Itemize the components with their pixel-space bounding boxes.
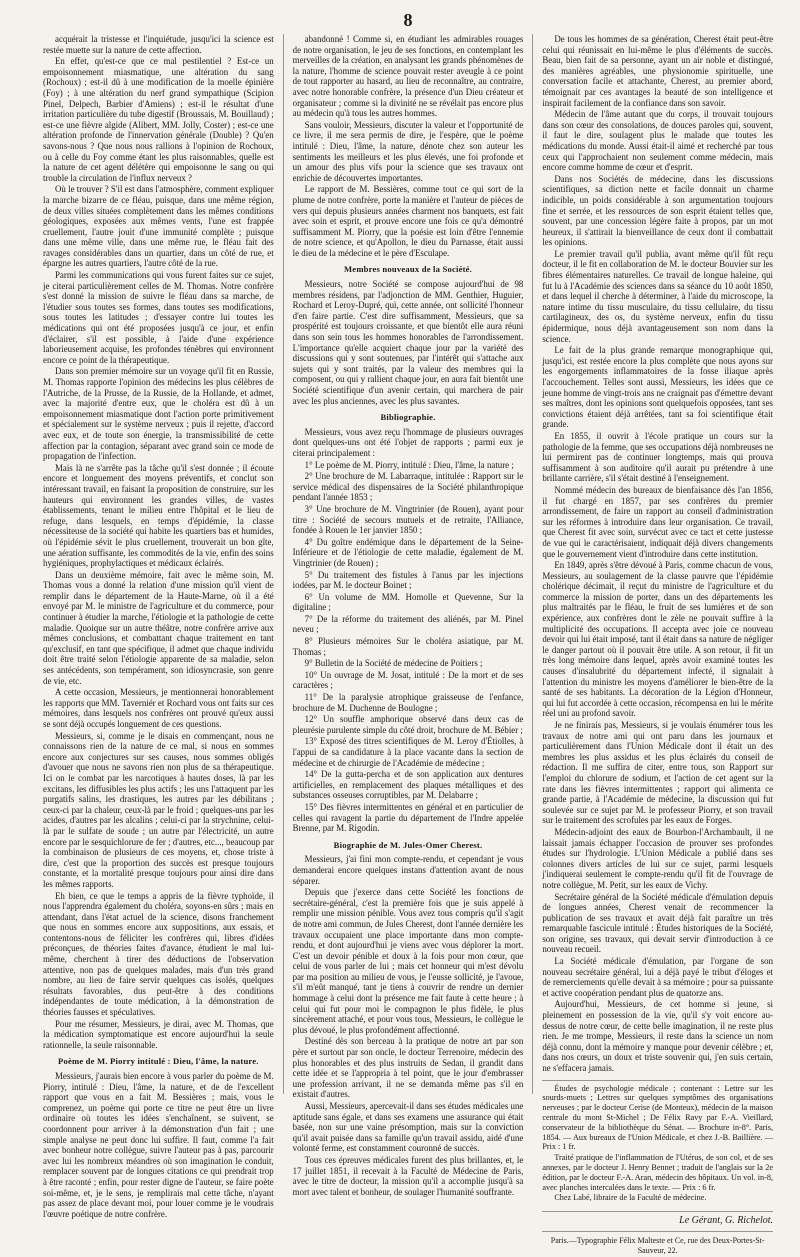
bibliography-item: 10° Un ouvrage de M. Josat, intitulé : De la mort et de ses caractères ; bbox=[292, 669, 524, 691]
bibliography-item: 12° Un souffle amphorique observé dans deux cas de pleurésie purulente simple du côté droit, brochure de M. Bébier ; bbox=[292, 714, 524, 735]
paragraph: Dans son premier mémoire sur un voyage qu'il fit en Russie, M. Thomas rapporte l'opinion des médecins les plus célèbres de l'Autriche, de la Prusse, de la Russie, de la Hollande, et admet, avec la majorité d'entre eux, que le choléra est dû à un empoisonnement miasmatique dont l'action porte primitivement et spécialement sur le système nerveux ; puis il rejette, d'accord avec eux, et de toute son énergie, la transmissibilité de cette affection par la contagion, séparant avec grand soin ce mode de propagation de l'infection. bbox=[43, 366, 274, 462]
column-right bbox=[532, 34, 782, 1256]
paragraph: A cette occasion, Messieurs, je mentionnerai honorablement les rapports que MM. Taverniér et Rochard vous ont faits sur ces mémoires, dans lesquels nos confrères ont prouvé qu'eux aussi se sont déjà occupés longuement de ces questions. bbox=[43, 687, 274, 729]
paragraph: En 1855, il ouvrit à l'école pratique un cours sur la pathologie de la femme, que ses occupations déjà nombreuses ne lui permirent pas de continuer longtemps, mais qui prouva suffisamment à son auditoire qu'il aurait pu prétendre à une brillante carrière, s'il s'était destiné à l'enseignement. bbox=[542, 430, 774, 484]
paragraph: acquérait la tristesse et l'inquiétude, jusqu'ici la science est restée muette sur la nature de cette affection. bbox=[43, 34, 274, 55]
paragraph: Messieurs, notre Société se compose aujourd'hui de 98 membres résidens, par l'adjonction de MM. Genthier, Huguier, Rochard et Leroy-Dupré, qui, cette année, ont sollicité l'honneur d'en faire partie. C'est dire suffisamment, Messieurs, que sa prospérité est toujours croissante, et que bientôt elle aura réuni dans son sein tous les hommes honorables de l'arrondissement. L'importance qu'elle acquiert chaque jour par la variété des discussions qui y sont soutenues, par l'intérêt qui s'attache aux sujets qui y sont traités, par la valeur des membres qui la composent, ou qui y rallient chaque jour, en aura fait bientôt une Société scientifique d'un avenir certain, qui marchera de pair avec les plus anciennes, avec les plus savantes. bbox=[292, 279, 524, 406]
paragraph: Le rapport de M. Bessières, comme tout ce qui sort de la plume de notre confrère, porte la manière et l'auteur de pièces de vers qui depuis plusieurs années charment nos banquets, est fait avec soin et esprit, et prouve encore une fois ce qu'a démontré suffisamment M. Piorry, que la poésie est loin d'être l'ennemie de notre science, et qu'Apollon, le dieu du Parnasse, était aussi le dieu de la médecine et le père d'Esculape. bbox=[292, 184, 524, 258]
paragraph: Messieurs, vous avez reçu l'hommage de plusieurs ouvrages dont quelques-uns ont été l'objet de rapports ; parmi eux je citerai principalement : bbox=[292, 426, 524, 458]
book-notices bbox=[542, 1080, 773, 1204]
paragraph: Le premier travail qu'il publia, avant même qu'il fût reçu docteur, il le fit en collaboration de M. le docteur Bouvier sur les fibres élémentaires naturelles. Ce travail de longue haleine, qui fut lu à l'Académie des sciences dans sa séance du 10 août 1850, et dans lequel il cherche à déterminer, à l'aide du microscope, la nature intime du tissu musculaire, du tissu cellulaire, du tissu cartilagineux, des os, du système nerveux, enfin du tissu épidermique, nous déjà avantageusement son nom dans la science. bbox=[542, 248, 774, 344]
bibliography-item: 4° Du goître endémique dans le département de la Seine-Inférieure et de l'étiologie de cette maladie, également de M. Vingtrinier (de Rouen) ; bbox=[292, 536, 524, 568]
bibliography-item: 1° Le poème de M. Piorry, intitulé : Dieu, l'âme, la nature ; bbox=[304, 459, 514, 470]
bibliography-item: 5° Du traitement des fistules à l'anus par les injections iodées, par M. le docteur Boinet ; bbox=[292, 569, 524, 591]
paragraph: Nommé médecin des bureaux de bienfaisance dès l'an 1856, il fut chargé en 1857, par ses confrères du premier arrondissement, de faire un rapport au conseil d'administration sur les réformes à introduire dans leur organisation. Ce travail, que Cherest fit avec soin, survécut avec ce tact et cette justesse de vue qui le caractérisaient, indiquait déjà divers changements que le gouvernement vient d'introduire dans cette institution. bbox=[542, 484, 774, 559]
book-notice: Traité pratique de l'inflammation de l'Utérus, de son col, et de ses annexes, par le docteur J. Henry Bennet ; traduit de l'anglais sur la 2e édition, par le docteur F.-A. Aran, médecin des hôpitaux. Un vol. in-8, avec planches intercalées dans le texte. — Prix : 6 fr. bbox=[542, 1153, 774, 1192]
paragraph: Messieurs, j'ai fini mon compte-rendu, et cependant je vous demanderai encore quelques instans d'attention avant de nous séparer. bbox=[292, 854, 524, 886]
paragraph: Mais là ne s'arrête pas la tâche qu'il s'est donnée ; il écoute encore et longuement des moyens préventifs, et conclut son intéressant travail, en faisant la proposition de construire, sur les hauteurs qui environnent les grandes villes, de vastes établissements, tenant le milieu entre l'hôpital et le lieu de refuge, dans lesquels, en temps d'épidémie, la classe nécessiteuse de la société qui habite les quartiers bas et humides, où l'épidémie sévit le plus cruellement, trouverait un bon gîte, une aération suffisante, les commodités de la vie, enfin des soins hygiéniques, prophylactiques et médicaux éclairés. bbox=[43, 462, 274, 569]
section-heading-bibliography: Bibliographie. bbox=[380, 412, 436, 423]
paragraph: Où le trouver ? S'il est dans l'atmosphère, comment expliquer la marche bizarre de ce fléau, puisque, dans une même région, de deux villes situées complètement dans les mêmes conditions géologiques, exposées aux mêmes vents, l'une est frappée cruellement, l'autre jouit d'une immunité complète ; puisque dans une même ville, dans une même rue, le fléau fait des ravages considérables dans un quartier, dans un côté de rue, et épargne les autres quartiers, l'autre côté de la rue. bbox=[43, 184, 274, 269]
paragraph: Pour me résumer, Messieurs, je dirai, avec M. Thomas, que la médication symptomatique est encore aujourd'hui la seule rationnelle, la seule raisonnable. bbox=[43, 1018, 274, 1050]
bibliography-item: 15° Des fièvres intermittentes en général et en particulier de celles qui ravagent la partie du département de l'Indre appelée Brenne, par M. Rigodin. bbox=[292, 801, 524, 834]
manager-signature: Le Gérant, G. Richelot. bbox=[542, 1211, 773, 1227]
paragraph: En 1849, après s'être dévoué à Paris, comme chacun de vous, Messieurs, au soulagement de la classe pauvre que l'épidémie cholérique décimait, il reçut du ministre de l'agriculture et du commerce la mission de porter, dans un des départements les plus maltraités par le fléau, le fruit de ses lumières et de son expérience, aux confrères dont le zèle ne pouvait suffire à la multiplicité des occupations. Il accepta avec joie ce nouveau devoir qui lui était imposé, tant il était dans sa nature de négliger le danger partout où il pouvait être utile. A son retour, il fit un très long mémoire dans lequel, après avoir examiné toutes les causes d'insalubrité du département infecté, il signalait à l'attention du ministre les moyens d'améliorer le bien-être de la santé de ses habitants. La décoration de la Légion d'Honneur, qui lui fut accordée à cette occasion, récompensa en lui le mérite réel uni au profond savoir. bbox=[542, 560, 774, 719]
paragraph: Je ne finirais pas, Messieurs, si je voulais énumérer tous les travaux de notre ami qui ont paru dans les journaux et particulièrement dans l'Union Médicale dont il était un des membres les plus assidus et les plus éclairés du conseil de rédaction. Il me suffira de citer, entre tous, son Rapport sur l'emploi du chlorure de sodium, et l'action de cet agent sur la rate dans les fièvres intermittentes ; rapport qui alimenta ce grande partie, à l'Académie de médecine, la discussion qui fut soulevée sur ce sujet par M. le professeur Piorry, et son travail sur le traitement des scrofules par les eaux de Forges. bbox=[542, 720, 774, 826]
bibliography-item: 13° Exposé des titres scientifiques de M. Leroy d'Étiolles, à l'appui de sa candidature à la place vacante dans la section de médecine et de chirurgie de l'Académie de médecine ; bbox=[292, 736, 524, 768]
book-notice: Études de psychologie médicale ; contenant : Lettre sur les sourds-muets ; Lettres sur quelques symptômes des organisations nerveuses ; par le docteur Cerise (de Monteux), médecin de la maison centrale du mont St-Michel ; De Félix Ravy par F.-A. Vieillard, conservateur de la bibliothèque du Sénat. — Brochure in-8°. Paris, 1854. — Aux bureaux de l'Union Médicale, et chez J.-B. Baillière. — Prix : 1 fr. bbox=[542, 1083, 774, 1152]
paragraph: Aussi, Messieurs, apercevait-il dans ses études médicales une aptitude sans égale, et dans ses examens une assurance qui était basée, non sur une vaine présomption, mais sur la conviction qu'il avait puisée dans sa famille qu'un travail assidu, aidé d'une volonté ferme, est constamment couronné de succès. bbox=[292, 1101, 524, 1154]
bibliography-item: 2° Une brochure de M. Labarraque, intitulée : Rapport sur le service médical des dispensaires de la Société philanthropique pendant l'année 1853 ; bbox=[292, 471, 524, 503]
bibliography-item: 14° De la gutta-percha et de son application aux dentures artificielles, en remplacement des plaques métalliques et des substances osseuses corruptibles, par M. Delabarre ; bbox=[292, 769, 524, 801]
printer-imprint: Paris.—Typographie Félix Malteste et Ce, rue des Deux-Portes-St-Sauveur, 22. bbox=[542, 1231, 773, 1257]
paragraph: Aujourd'hui, Messieurs, de cet homme si jeune, si pleinement en possession de la vie, qu'il s'y voit encore au-dessus de notre cœur, de cette belle imagination, il ne reste plus rien. Je me trompe, Messieurs, il reste dans la science un nom déjà connu, dont la mémoire y manque pour devenir célèbre ; et, dans nos cœurs, un doux et triste souvenir qui, j'en suis certain, ne s'effacera jamais. bbox=[542, 999, 774, 1073]
paragraph: Depuis que j'exerce dans cette Société les fonctions de secrétaire-général, c'est la première fois que je suis appelé à remplir une mission pénible. Vous avez tous compris qu'il s'agit de notre ami commun, de Jules Cherest, dont l'année dernière les travaux occupaient une place importante dans mon compte-rendu, et dont aujourd'hui je viens avec vous déplorer la mort. C'est un devoir pénible et doux à la fois pour mon cœur, que celui de vous parler de lui ; mais cet honneur qui m'est dévolu par ma position au milieu de vous, je l'eusse sollicité, je l'avoue, s'il m'eût manqué, tant je tiens à couvrir de rendre un dernier hommage à celui dont la présence me fait faute à cette heure ; à celui qui fut pour moi le compagnon le plus fidèle, le plus sincèrement attaché, et pour vous tous, Messieurs, le collègue le plus dévoué, le plus profondément affectionné. bbox=[292, 887, 524, 1035]
column-middle bbox=[283, 34, 533, 1197]
text-columns bbox=[34, 34, 782, 1256]
paragraph: Dans un deuxième mémoire, fait avec le même soin, M. Thomas vous a donné la relation d'une mission qu'il vient de remplir dans le département de la Haute-Marne, où il a été envoyé par M. le ministre de l'agriculture et du commerce, pour continuer à étudier la marche, l'étiologie et la pathologie de cette maladie. Quoique sur un autre théâtre, notre confrère arrive aux mêmes conclusions, et combattant chaque traitement en tant qu'exclusif, en tant que spécifique, il admet que chaque individu doit être traité selon l'étiologie apparente de sa maladie, selon ses antécédents, son tempérament, son idiosyncrasie, son genre de vie, etc. bbox=[43, 569, 274, 686]
paragraph: Tous ces épreuves médicales furent des plus brillantes, et, le 17 juillet 1851, il recevait à la Faculté de Médecine de Paris, avec le titre de docteur, la mission qu'il a accomplie jusqu'à sa mort avec talent et bonheur, de soulager l'humanité souffrante. bbox=[292, 1154, 524, 1197]
bibliography-item: 9° Bulletin de la Société de médecine de Poitiers ; bbox=[304, 658, 483, 669]
bibliography-item: 3° Une brochure de M. Vingtrinier (de Rouen), ayant pour titre : Société de secours mutuels et de retraite, l'Alliance, fondée à Rouen le 1er janvier 1850 ; bbox=[292, 503, 524, 536]
paragraph: Le fait de la plus grande remarque monographique qui, jusqu'ici, est restée encore la plus complète que nous ayons sur les engorgements inflammatoires de la fosse iliaque après l'accouchement. Telles sont aussi, Messieurs, les idées que ce jeune homme de vingt-trois ans ne craignait pas d'émettre devant ses maîtres, dont les opinions sont quelquefois opposées, tant ses convictions étaient déjà arrêtées, tant sa foi scientifique était grande. bbox=[542, 345, 774, 430]
paragraph: Eh bien, ce que le temps a appris de la fièvre typhoïde, il nous l'apprendra également du choléra, soyons-en sûrs ; mais en attendant, dans l'état actuel de la science, disons franchement que nous en sommes encore aux suppositions, aux essais, et contentons-nous de féliciter les confrères qui, libres d'idées préconçues, de théories faites d'avance, étudient le mal lui-même, cherchent à tirer des déductions de l'observation attentive, non pas de quelques malades, mais d'un très grand nombre, au lieu de faire servir quelques cas isolés, quelques résultats favorables, dus peut-être à des conditions indépendantes de toute médication, à la démonstration de théories fausses et spéculatives. bbox=[43, 890, 274, 1018]
paragraph: abandonné ! Comme si, en étudiant les admirables rouages de notre organisation, le jeu de ses fonctions, en contemplant les merveilles de la création, en analysant les grands phénomènes de la nature, l'homme de science pouvait rester aveugle à ce point de tout rapporter au hasard, au lieu de reconnaître, au contraire, avec notre honorable confrère, la présence d'un Dieu créateur et organisateur ; comme si la divinité ne se révélait pas encore plus au médecin qu'à tous les autres hommes. bbox=[292, 34, 524, 119]
bibliography-item: 7° De la réforme du traitement des aliénés, par M. Pinel neveu ; bbox=[292, 613, 524, 635]
paragraph: Médecin de l'âme autant que du corps, il trouvait toujours dans son cœur des consolations, de douces paroles qui, souvent, il faut le dire, soulagent plus le malade que toutes les médications du monde. Aussi était-il aimé et recherché par tous ceux qui l'approchaient non seulement comme médecin, mais encore comme homme de cœur et d'esprit. bbox=[542, 109, 774, 173]
paragraph: De tous les hommes de sa génération, Cherest était peut-être celui qui réunissait en lui-même le plus d'éléments de succès. Beau, bien fait de sa personne, ayant un air noble et distingué, des manières agréables, une physionomie spirituelle, une conversation facile et attachante, Cherest, au premier abord, témoignait par ces avantages la beauté de son intelligence et inspirait facilement de la confiance dans son savoir. bbox=[542, 34, 774, 108]
bibliography-item: 8° Plusieurs mémoires Sur le choléra asiatique, par M. Thomas ; bbox=[292, 636, 524, 657]
paragraph: Messieurs, si, comme je le disais en commençant, nous ne connaissons rien de la nature de ce mal, si nous en sommes encore aux conjectures sur ses causes, nous sommes obligés d'avouer que nous ne savons rien non plus de sa thérapeutique. Ici on le combat par les narcotiques à hautes doses, là par les excitans, les diffusibles les plus actifs ; les uns l'attaquent par les purgatifs salins, les drastiques, les autres par les débilitans ; ceux-ci par la chaleur, ceux-là par le froid ; quelques-uns par les acides, d'autres par les alcalins ; celui-ci par la strychnine, celui-là par le sulfate de soude ; un autre par l'électricité, un autre encore par le sesquichlorure de fer ; d'autres, etc..., beaucoup par la combinaison de plusieurs de ces moyens, et, chose triste à dire, c'est que la proportion des succès est presque toujours constante, et la mortalité presque toujours pour ainsi dire dans les mêmes rapports. bbox=[43, 730, 274, 889]
paragraph: Parmi les communications qui vous furent faites sur ce sujet, je citerai particulièrement celles de M. Thomas. Notre confrère s'est donné la mission de suivre le fléau dans sa marche, de l'étudier sous toutes ses formes, dans toutes ses modifications, sous toutes les latitudes ; d'essayer contre lui toutes les médications qui ont été proposées jusqu'à ce jour, et enfin d'éclairer, s'il est possible, à l'aide d'une expérience laborieusement acquise, les profondes ténèbres qui environnent encore ce point de la thérapeutique. bbox=[43, 270, 274, 365]
bibliography-item: 11° De la paralysie atrophique graisseuse de l'enfance, brochure de M. Duchenne de Boulogne ; bbox=[292, 692, 524, 713]
paragraph: Secrétaire général de la Société médicale d'émulation depuis de longues années, Cherest venait de recommencer la publication de ses travaux et avait déjà fait paraître un très remarquable fascicule intitulé : Études historiques de la Société, son origine, ses travaux, qui devait servir d'introduction à ce nouveau recueil. bbox=[542, 891, 774, 955]
paragraph: En effet, qu'est-ce que ce mal pestilentiel ? Est-ce un empoisonnement miasmatique, une altération du sang (Rochoux) ; est-il dû à une modification de la moelle épinière (Foy) ; à une altération du nerf grand sympathique (Scipion Pinel, Delpech, Barbier d'Amiens) ; est-il le résultat d'une irritation particulière du tube digestif (Broussais, M. Bouillaud) ; est-ce une fièvre algide (Alibert, MM. Jolly, Coster) ; est-ce une altération profonde de l'innervation générale (Double) ? Qu'en savons-nous ? Que nous nous rallions à l'opinion de Rochoux, ou à celle du Foy comme étant les plus raisonnables, quelle est la nature de cet agent délétère qui empoisonne le sang ou qui trouble la circulation de l'influx nerveux ? bbox=[43, 56, 274, 183]
bibliography-item: 6° Un volume de MM. Homolle et Quevenne, Sur la digitaline ; bbox=[292, 591, 524, 613]
paragraph: Sans vouloir, Messieurs, discuter la valeur et l'opportunité de ce livre, il me sera permis de dire, je l'espère, que le poème intitulé : Dieu, l'âme, la nature, dénote chez son auteur les sentiments les meilleurs et les plus élevés, une foi profonde et un amour des plus vifs pour la science que ses travaux ont enrichie de découvertes importantes. bbox=[292, 119, 524, 183]
section-heading-biography: Biographie de M. Jules-Omer Cherest. bbox=[333, 839, 483, 850]
section-heading-piorry-poem: Poème de M. Piorry intitulé : Dieu, l'âme, la nature. bbox=[58, 1056, 259, 1067]
paragraph: Médecin-adjoint des eaux de Bourbon-l'Archambault, il ne laissait jamais échapper l'occasion de prouver ses profondes études sur l'hydrologie. L'Union Médicale a publié dans ses colonnes divers articles de lui sur ce sujet, parmi lesquels j'indiquerai seulement le compte-rendu qu'il fit de l'ouvrage de notre collègue, M. Petit, sur les eaux de Vichy. bbox=[542, 826, 774, 890]
paragraph: Messieurs, j'aurais bien encore à vous parler du poème de M. Piorry, intitulé : Dieu, l'âme, la nature, et de de l'excellent rapport que vous en a fait M. Bessières ; mais, vous le comprenez, un poème qui porte ce titre ne peut être un livre ordinaire où toutes les idées s'enchaînent, se suivent, se coordonnent pour arriver à la démonstration d'un fait ; une simple analyse ne peut donc lui suffire. Il faut, comme l'a fait avec bonheur notre collègue, suivre l'auteur pas à pas, parcourir avec lui les nombreux méandres où son imagination le conduit, remplacer souvent par de longues citations ce qui prendrait trop à être raconté ; enfin, pour rester digne de l'auteur, se faire poète soi-même, et, je le sens, je remplirais mal cette tâche, n'ayant pas assez de place devant moi, pour louer comme je le voudrais l'œuvre poétique de notre confrère. bbox=[43, 1071, 274, 1219]
paragraph: Destiné dès son berceau à la pratique de notre art par son père et surtout par son oncle, le docteur Terrenoire, médecin des plus honorables et des plus instruits de Sedan, il grandit dans cette idée et se l'appropria à tel point, que le jour d'embrasser une profession arrivant, il ne se demanda même pas s'il en existait d'autres. bbox=[292, 1036, 524, 1100]
column-left bbox=[34, 34, 283, 1219]
paragraph: La Société médicale d'émulation, par l'organe de son nouveau secrétaire général, lui a déjà payé le tribut d'éloges et de remerciements qu'elle devait à sa mémoire ; pour sa puissante et active coopération pendant plus de quatorze ans. bbox=[542, 956, 774, 998]
page-number: 8 bbox=[403, 10, 413, 30]
paragraph: Dans nos Sociétés de médecine, dans les discussions scientifiques, sa diction nette et facile donnait un charme indicible, un poids considérable à son argumentation toujours fine et serrée, et les ressources de son esprit étaient telles que, souvent, par une concession légère faite à propos, par un mot heureux, il s'attirait la bienveillance de ceux dont il combattait les opinions. bbox=[542, 173, 774, 248]
section-heading-new-members: Membres nouveaux de la Société. bbox=[344, 264, 473, 275]
book-notice: Chez Labé, libraire de la Faculté de médecine. bbox=[554, 1193, 707, 1203]
